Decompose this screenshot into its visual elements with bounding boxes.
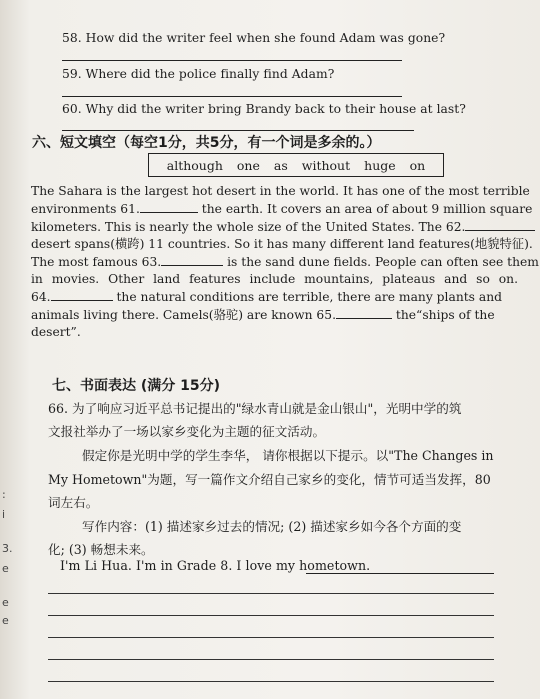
prompt-line: 词左右。 <box>48 495 99 510</box>
margin-mark: : <box>2 488 6 501</box>
prompt-line: 假定你是光明中学的学生李华， 请你根据以下提示。以"The Changes in <box>82 448 494 463</box>
passage-line: The Sahara is the largest hot desert in the world. It has one of the most terrible <box>31 184 530 198</box>
passage-text: is the sand dune fields. People can often see them <box>223 255 539 269</box>
passage-text: the“ships of the <box>392 308 495 322</box>
margin-mark: e <box>2 596 9 609</box>
passage-text: environments 61. <box>31 202 140 216</box>
passage-line <box>31 306 503 324</box>
blank-63[interactable] <box>161 253 223 266</box>
word-bank-item: without <box>301 157 351 173</box>
writing-line[interactable] <box>48 615 494 616</box>
writing-line[interactable] <box>48 659 494 660</box>
prompt-line: My Hometown"为题，写一篇作文介绍自己家乡的变化，情节可适当发挥，80 <box>48 472 491 487</box>
passage-line <box>31 288 503 306</box>
blank-62[interactable] <box>465 218 535 231</box>
word-bank-item: on <box>409 157 426 173</box>
blank-61[interactable] <box>140 200 198 213</box>
prompt-line: 66. 为了响应习近平总书记提出的"绿水青山就是金山银山"，光明中学的筑 <box>48 401 462 416</box>
passage-line: in movies. Other land features include mountains, plateaus and so on. <box>31 272 518 286</box>
writing-line[interactable] <box>48 681 494 682</box>
passage-text: The most famous 63. <box>31 255 162 269</box>
margin-mark: 3. <box>2 542 13 555</box>
word-bank-item: although <box>166 157 223 173</box>
section-7-title: 七、书面表达 (满分 15分) <box>52 378 221 394</box>
passage-line: desert”. <box>31 325 81 339</box>
word-bank-item: as <box>273 157 288 173</box>
passage-text: 64. <box>31 290 51 304</box>
passage-text: kilometers. This is nearly the whole size of the United States. The 62. <box>31 220 466 234</box>
answer-line-59[interactable] <box>62 96 402 97</box>
word-bank <box>148 153 444 177</box>
passage-text: the earth. It covers an area of about 9 million square <box>197 202 533 216</box>
question-58: 58. How did the writer feel when she found Adam was gone? <box>62 31 446 45</box>
question-60: 60. Why did the writer bring Brandy back to their house at last? <box>62 102 466 116</box>
passage-line: desert spans(横跨) 11 countries. So it has many different land features(地貌特征). <box>31 237 533 251</box>
passage-text: animals living there. Camels(骆驼) are known 65. <box>31 308 336 322</box>
answer-line-60[interactable] <box>62 130 414 131</box>
essay-starter: I'm Li Hua. I'm in Grade 8. I love my hometown. <box>60 558 371 573</box>
answer-line-58[interactable] <box>62 60 402 61</box>
cloze-passage <box>31 183 539 341</box>
blank-64[interactable] <box>51 288 113 301</box>
prompt-line: 写作内容：(1) 描述家乡过去的情况; (2) 描述家乡如今各个方面的变 <box>82 519 462 534</box>
margin-mark: e <box>2 614 9 627</box>
prompt-line: 化; (3) 畅想未来。 <box>48 542 154 557</box>
writing-line[interactable] <box>48 637 494 638</box>
blank-65[interactable] <box>336 306 392 319</box>
section-6-title: 六、短文填空（每空1分，共5分，有一个词是多余的。） <box>32 135 381 151</box>
word-bank-item: one <box>236 157 260 173</box>
passage-text: the natural conditions are terrible, there are many plants and <box>112 290 503 304</box>
passage-line <box>31 253 539 271</box>
passage-line <box>31 218 503 236</box>
question-59: 59. Where did the police finally find Adam? <box>62 67 335 81</box>
passage-line <box>31 200 533 218</box>
margin-mark: e <box>2 562 9 575</box>
margin-mark: i <box>2 508 6 521</box>
word-bank-item: huge <box>364 157 396 173</box>
writing-line[interactable] <box>48 593 494 594</box>
essay-starter-line[interactable] <box>306 573 494 574</box>
prompt-line: 文报社举办了一场以家乡变化为主题的征文活动。 <box>48 424 326 439</box>
